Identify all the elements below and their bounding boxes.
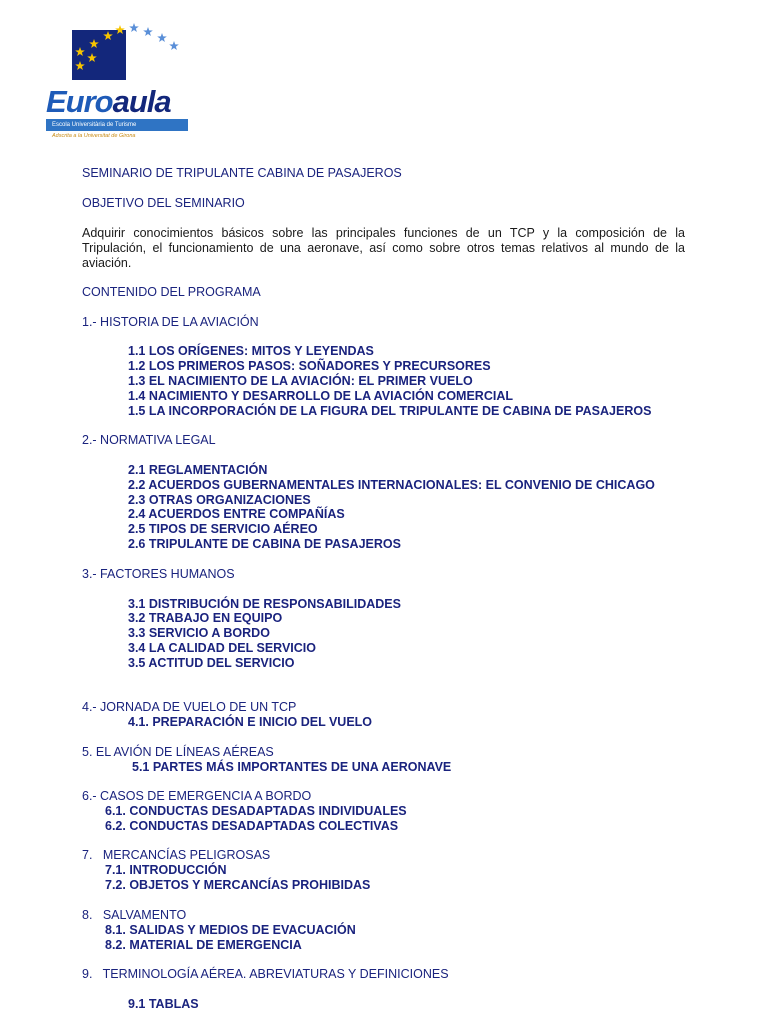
section-heading: 3.- FACTORES HUMANOS bbox=[82, 567, 235, 581]
section-item: 8.1. SALIDAS Y MEDIOS DE EVACUACIÓN bbox=[105, 923, 356, 937]
section-item: 2.3 OTRAS ORGANIZACIONES bbox=[128, 493, 311, 507]
section-item: 1.4 NACIMIENTO Y DESARROLLO DE LA AVIACIÓN COMERCIAL bbox=[128, 389, 513, 403]
section-item: 8.2. MATERIAL DE EMERGENCIA bbox=[105, 938, 302, 952]
section-item: 1.3 EL NACIMIENTO DE LA AVIACIÓN: EL PRIMER VUELO bbox=[128, 374, 473, 388]
program-heading: CONTENIDO DEL PROGRAMA bbox=[82, 285, 261, 299]
section-heading: 1.- HISTORIA DE LA AVIACIÓN bbox=[82, 315, 259, 329]
section-item: 1.5 LA INCORPORACIÓN DE LA FIGURA DEL TRIPULANTE DE CABINA DE PASAJEROS bbox=[128, 404, 652, 418]
section-item: 2.2 ACUERDOS GUBERNAMENTALES INTERNACIONALES: EL CONVENIO DE CHICAGO bbox=[128, 478, 655, 492]
objective-heading: OBJETIVO DEL SEMINARIO bbox=[82, 196, 245, 210]
section-heading: 8. SALVAMENTO bbox=[82, 908, 187, 922]
section-item: 3.5 ACTITUD DEL SERVICIO bbox=[128, 656, 295, 670]
section-item: 4.1. PREPARACIÓN E INICIO DEL VUELO bbox=[128, 715, 373, 729]
section-item: 6.1. CONDUCTAS DESADAPTADAS INDIVIDUALES bbox=[105, 804, 407, 818]
document-title: SEMINARIO DE TRIPULANTE CABINA DE PASAJEROS bbox=[82, 166, 402, 180]
section-item: 5.1 PARTES MÁS IMPORTANTES DE UNA AERONAVE bbox=[132, 760, 452, 774]
section-item: 1.2 LOS PRIMEROS PASOS: SOÑADORES Y PRECURSORES bbox=[128, 359, 491, 373]
objective-text: Adquirir conocimientos básicos sobre las principales funciones de un TCP y la composición de la Tripulación, el funcionamiento de una aeronave, así como sobre otros temas relativos al mundo de la aviación. bbox=[82, 226, 685, 270]
section-item: 3.1 DISTRIBUCIÓN DE RESPONSABILIDADES bbox=[128, 597, 401, 611]
section-item: 3.3 SERVICIO A BORDO bbox=[128, 626, 270, 640]
logo-word-euro: Euro bbox=[46, 84, 113, 119]
logo-affiliation: Adscrita a la Universitat de Girona bbox=[52, 133, 136, 139]
section-item: 7.1. INTRODUCCIÓN bbox=[105, 863, 227, 877]
stars-icon bbox=[72, 22, 192, 82]
section-heading: 6.- CASOS DE EMERGENCIA A BORDO bbox=[82, 789, 312, 803]
section-item: 7.2. OBJETOS Y MERCANCÍAS PROHIBIDAS bbox=[105, 878, 371, 892]
section-heading: 4.- JORNADA DE VUELO DE UN TCP bbox=[82, 700, 297, 714]
section-item: 3.4 LA CALIDAD DEL SERVICIO bbox=[128, 641, 316, 655]
section-item: 2.1 REGLAMENTACIÓN bbox=[128, 463, 268, 477]
section-heading: 9. TERMINOLOGÍA AÉREA. ABREVIATURAS Y DEFINICIONES bbox=[82, 967, 449, 981]
section-item: 6.2. CONDUCTAS DESADAPTADAS COLECTIVAS bbox=[105, 819, 399, 833]
section-heading: 7. MERCANCÍAS PELIGROSAS bbox=[82, 848, 271, 862]
section-item: 2.5 TIPOS DE SERVICIO AÉREO bbox=[128, 522, 318, 536]
section-heading: 2.- NORMATIVA LEGAL bbox=[82, 433, 216, 447]
section-heading: 5. EL AVIÓN DE LÍNEAS AÉREAS bbox=[82, 745, 274, 759]
section-item: 9.1 TABLAS bbox=[128, 997, 199, 1011]
section-item: 2.6 TRIPULANTE DE CABINA DE PASAJEROS bbox=[128, 537, 401, 551]
section-item: 2.4 ACUERDOS ENTRE COMPAÑÍAS bbox=[128, 507, 345, 521]
logo-wordmark bbox=[46, 86, 171, 118]
logo-word-aula: aula bbox=[112, 84, 171, 119]
euroaula-logo bbox=[46, 22, 190, 147]
section-item: 3.2 TRABAJO EN EQUIPO bbox=[128, 611, 283, 625]
section-item: 1.1 LOS ORÍGENES: MITOS Y LEYENDAS bbox=[128, 344, 374, 358]
logo-school-bar: Escola Universitària de Turisme bbox=[46, 119, 188, 131]
